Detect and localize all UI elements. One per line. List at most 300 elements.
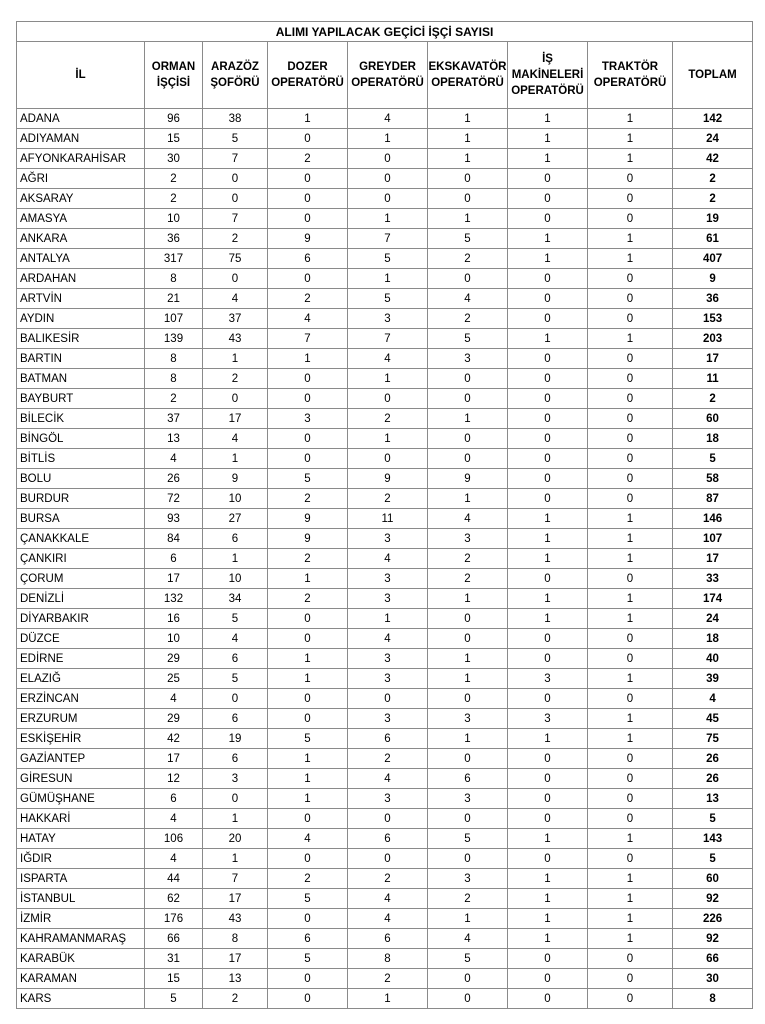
cell-greyder-operatoru: 9 (348, 469, 428, 489)
cell-greyder-operatoru: 0 (348, 389, 428, 409)
cell-il: ÇANKIRI (17, 549, 145, 569)
table-row (17, 669, 753, 689)
cell-il: EDİRNE (17, 649, 145, 669)
table-row (17, 509, 753, 529)
cell-arazoz-soforu: 13 (203, 969, 268, 989)
cell-toplam: 66 (673, 949, 753, 969)
cell-dozer-operatoru: 3 (268, 409, 348, 429)
header-line: OPERATÖRÜ (351, 77, 424, 89)
cell-dozer-operatoru: 2 (268, 549, 348, 569)
table-row (17, 769, 753, 789)
cell-toplam: 26 (673, 769, 753, 789)
header-dozer-operatoru (268, 42, 348, 109)
table-row (17, 529, 753, 549)
cell-arazoz-soforu: 6 (203, 749, 268, 769)
cell-is-makineleri-operatoru: 0 (508, 789, 588, 809)
cell-is-makineleri-operatoru: 1 (508, 889, 588, 909)
cell-orman-iscisi: 2 (145, 389, 203, 409)
cell-ekskavator-operatoru: 1 (428, 409, 508, 429)
cell-is-makineleri-operatoru: 0 (508, 849, 588, 869)
cell-arazoz-soforu: 1 (203, 549, 268, 569)
cell-greyder-operatoru: 0 (348, 149, 428, 169)
cell-greyder-operatoru: 3 (348, 709, 428, 729)
cell-greyder-operatoru: 3 (348, 669, 428, 689)
cell-dozer-operatoru: 0 (268, 369, 348, 389)
cell-is-makineleri-operatoru: 0 (508, 269, 588, 289)
cell-is-makineleri-operatoru: 0 (508, 389, 588, 409)
cell-ekskavator-operatoru: 3 (428, 869, 508, 889)
cell-arazoz-soforu: 0 (203, 169, 268, 189)
cell-orman-iscisi: 62 (145, 889, 203, 909)
cell-traktor-operatoru: 1 (588, 909, 673, 929)
header-toplam (673, 42, 753, 109)
cell-ekskavator-operatoru: 1 (428, 669, 508, 689)
cell-arazoz-soforu: 1 (203, 809, 268, 829)
cell-traktor-operatoru: 0 (588, 849, 673, 869)
cell-arazoz-soforu: 37 (203, 309, 268, 329)
cell-il: HAKKARİ (17, 809, 145, 829)
cell-toplam: 18 (673, 429, 753, 449)
cell-orman-iscisi: 37 (145, 409, 203, 429)
cell-greyder-operatoru: 11 (348, 509, 428, 529)
cell-greyder-operatoru: 8 (348, 949, 428, 969)
cell-greyder-operatoru: 1 (348, 429, 428, 449)
cell-ekskavator-operatoru: 1 (428, 649, 508, 669)
table-row (17, 949, 753, 969)
cell-is-makineleri-operatoru: 0 (508, 969, 588, 989)
cell-greyder-operatoru: 6 (348, 929, 428, 949)
header-line: TRAKTÖR (601, 61, 659, 73)
cell-traktor-operatoru: 1 (588, 549, 673, 569)
table-row (17, 369, 753, 389)
cell-il: DÜZCE (17, 629, 145, 649)
cell-ekskavator-operatoru: 9 (428, 469, 508, 489)
cell-orman-iscisi: 176 (145, 909, 203, 929)
cell-ekskavator-operatoru: 1 (428, 729, 508, 749)
cell-greyder-operatoru: 0 (348, 449, 428, 469)
cell-il: BAYBURT (17, 389, 145, 409)
table-row (17, 829, 753, 849)
cell-traktor-operatoru: 0 (588, 289, 673, 309)
table-row (17, 589, 753, 609)
cell-is-makineleri-operatoru: 1 (508, 329, 588, 349)
cell-greyder-operatoru: 2 (348, 409, 428, 429)
cell-il: ÇORUM (17, 569, 145, 589)
cell-ekskavator-operatoru: 4 (428, 289, 508, 309)
table-row (17, 909, 753, 929)
cell-ekskavator-operatoru: 0 (428, 269, 508, 289)
cell-greyder-operatoru: 1 (348, 269, 428, 289)
cell-traktor-operatoru: 0 (588, 989, 673, 1009)
cell-is-makineleri-operatoru: 1 (508, 609, 588, 629)
cell-arazoz-soforu: 6 (203, 709, 268, 729)
cell-arazoz-soforu: 5 (203, 669, 268, 689)
cell-orman-iscisi: 4 (145, 849, 203, 869)
table-row (17, 309, 753, 329)
cell-il: ARTVİN (17, 289, 145, 309)
cell-toplam: 33 (673, 569, 753, 589)
cell-ekskavator-operatoru: 1 (428, 589, 508, 609)
cell-arazoz-soforu: 4 (203, 289, 268, 309)
cell-is-makineleri-operatoru: 0 (508, 649, 588, 669)
cell-traktor-operatoru: 1 (588, 129, 673, 149)
cell-traktor-operatoru: 0 (588, 369, 673, 389)
cell-toplam: 5 (673, 849, 753, 869)
cell-dozer-operatoru: 9 (268, 509, 348, 529)
cell-ekskavator-operatoru: 0 (428, 169, 508, 189)
cell-toplam: 142 (673, 109, 753, 129)
cell-arazoz-soforu: 5 (203, 129, 268, 149)
cell-traktor-operatoru: 1 (588, 229, 673, 249)
cell-traktor-operatoru: 0 (588, 689, 673, 709)
cell-greyder-operatoru: 3 (348, 309, 428, 329)
cell-ekskavator-operatoru: 0 (428, 849, 508, 869)
cell-toplam: 2 (673, 189, 753, 209)
cell-orman-iscisi: 10 (145, 209, 203, 229)
table-row (17, 329, 753, 349)
cell-arazoz-soforu: 6 (203, 529, 268, 549)
cell-traktor-operatoru: 0 (588, 949, 673, 969)
cell-greyder-operatoru: 0 (348, 809, 428, 829)
table-title: ALIMI YAPILACAK GEÇİCİ İŞÇİ SAYISI (17, 22, 753, 42)
cell-toplam: 26 (673, 749, 753, 769)
cell-greyder-operatoru: 2 (348, 489, 428, 509)
cell-is-makineleri-operatoru: 0 (508, 809, 588, 829)
cell-traktor-operatoru: 1 (588, 669, 673, 689)
cell-traktor-operatoru: 0 (588, 169, 673, 189)
table-row (17, 469, 753, 489)
cell-greyder-operatoru: 2 (348, 869, 428, 889)
cell-ekskavator-operatoru: 6 (428, 769, 508, 789)
cell-arazoz-soforu: 8 (203, 929, 268, 949)
table-row (17, 229, 753, 249)
cell-greyder-operatoru: 0 (348, 689, 428, 709)
cell-greyder-operatoru: 6 (348, 829, 428, 849)
cell-ekskavator-operatoru: 5 (428, 829, 508, 849)
cell-orman-iscisi: 72 (145, 489, 203, 509)
cell-orman-iscisi: 139 (145, 329, 203, 349)
cell-orman-iscisi: 6 (145, 789, 203, 809)
cell-is-makineleri-operatoru: 1 (508, 109, 588, 129)
cell-ekskavator-operatoru: 0 (428, 689, 508, 709)
cell-arazoz-soforu: 10 (203, 569, 268, 589)
cell-il: AMASYA (17, 209, 145, 229)
cell-dozer-operatoru: 0 (268, 969, 348, 989)
cell-ekskavator-operatoru: 5 (428, 229, 508, 249)
cell-is-makineleri-operatoru: 1 (508, 549, 588, 569)
cell-is-makineleri-operatoru: 1 (508, 129, 588, 149)
cell-greyder-operatoru: 4 (348, 909, 428, 929)
cell-toplam: 18 (673, 629, 753, 649)
cell-orman-iscisi: 25 (145, 669, 203, 689)
table-row (17, 689, 753, 709)
cell-ekskavator-operatoru: 2 (428, 569, 508, 589)
header-line: ORMAN (151, 61, 196, 73)
cell-ekskavator-operatoru: 4 (428, 509, 508, 529)
cell-arazoz-soforu: 19 (203, 729, 268, 749)
cell-greyder-operatoru: 7 (348, 329, 428, 349)
cell-il: BATMAN (17, 369, 145, 389)
cell-greyder-operatoru: 3 (348, 569, 428, 589)
cell-orman-iscisi: 26 (145, 469, 203, 489)
cell-ekskavator-operatoru: 3 (428, 709, 508, 729)
cell-il: KARS (17, 989, 145, 1009)
cell-dozer-operatoru: 0 (268, 169, 348, 189)
cell-il: ISPARTA (17, 869, 145, 889)
cell-traktor-operatoru: 0 (588, 309, 673, 329)
header-line: DOZER (287, 61, 328, 73)
cell-arazoz-soforu: 2 (203, 369, 268, 389)
cell-traktor-operatoru: 0 (588, 969, 673, 989)
header-line: OPERATÖRÜ (431, 77, 504, 89)
cell-traktor-operatoru: 0 (588, 649, 673, 669)
header-ekskavator-operatoru (428, 42, 508, 109)
cell-is-makineleri-operatoru: 3 (508, 709, 588, 729)
cell-arazoz-soforu: 1 (203, 449, 268, 469)
cell-dozer-operatoru: 0 (268, 909, 348, 929)
header-line: İŞÇİSİ (156, 77, 191, 89)
cell-ekskavator-operatoru: 5 (428, 329, 508, 349)
cell-dozer-operatoru: 0 (268, 809, 348, 829)
cell-il: ANKARA (17, 229, 145, 249)
cell-arazoz-soforu: 17 (203, 889, 268, 909)
cell-dozer-operatoru: 2 (268, 589, 348, 609)
cell-toplam: 39 (673, 669, 753, 689)
cell-arazoz-soforu: 10 (203, 489, 268, 509)
cell-il: HATAY (17, 829, 145, 849)
cell-orman-iscisi: 17 (145, 749, 203, 769)
cell-il: ELAZIĞ (17, 669, 145, 689)
table-row (17, 729, 753, 749)
cell-arazoz-soforu: 3 (203, 769, 268, 789)
cell-toplam: 11 (673, 369, 753, 389)
cell-traktor-operatoru: 1 (588, 729, 673, 749)
cell-dozer-operatoru: 2 (268, 289, 348, 309)
cell-ekskavator-operatoru: 0 (428, 969, 508, 989)
cell-arazoz-soforu: 34 (203, 589, 268, 609)
cell-il: ADANA (17, 109, 145, 129)
cell-dozer-operatoru: 1 (268, 649, 348, 669)
cell-traktor-operatoru: 0 (588, 189, 673, 209)
cell-arazoz-soforu: 0 (203, 189, 268, 209)
header-line: OPERATÖRÜ (271, 77, 344, 89)
header-greyder-operatoru (348, 42, 428, 109)
header-is-makineleri-operatoru (508, 42, 588, 109)
cell-greyder-operatoru: 1 (348, 369, 428, 389)
cell-ekskavator-operatoru: 0 (428, 609, 508, 629)
cell-is-makineleri-operatoru: 0 (508, 449, 588, 469)
table-row (17, 849, 753, 869)
table-row (17, 809, 753, 829)
cell-ekskavator-operatoru: 3 (428, 789, 508, 809)
cell-is-makineleri-operatoru: 0 (508, 489, 588, 509)
cell-traktor-operatoru: 1 (588, 149, 673, 169)
cell-ekskavator-operatoru: 3 (428, 349, 508, 369)
cell-arazoz-soforu: 75 (203, 249, 268, 269)
cell-toplam: 226 (673, 909, 753, 929)
column-header-row (17, 42, 753, 109)
cell-il: ANTALYA (17, 249, 145, 269)
cell-orman-iscisi: 66 (145, 929, 203, 949)
cell-orman-iscisi: 12 (145, 769, 203, 789)
table-row (17, 709, 753, 729)
cell-is-makineleri-operatoru: 0 (508, 309, 588, 329)
cell-dozer-operatoru: 2 (268, 149, 348, 169)
cell-orman-iscisi: 2 (145, 189, 203, 209)
cell-traktor-operatoru: 1 (588, 589, 673, 609)
cell-greyder-operatoru: 7 (348, 229, 428, 249)
cell-toplam: 17 (673, 549, 753, 569)
cell-is-makineleri-operatoru: 0 (508, 749, 588, 769)
cell-il: ARDAHAN (17, 269, 145, 289)
cell-traktor-operatoru: 1 (588, 249, 673, 269)
cell-orman-iscisi: 2 (145, 169, 203, 189)
cell-dozer-operatoru: 5 (268, 469, 348, 489)
table-row (17, 129, 753, 149)
cell-il: AĞRI (17, 169, 145, 189)
cell-arazoz-soforu: 2 (203, 229, 268, 249)
cell-arazoz-soforu: 6 (203, 649, 268, 669)
table-row (17, 189, 753, 209)
cell-orman-iscisi: 93 (145, 509, 203, 529)
cell-toplam: 2 (673, 389, 753, 409)
table-row (17, 569, 753, 589)
cell-traktor-operatoru: 1 (588, 929, 673, 949)
cell-traktor-operatoru: 0 (588, 429, 673, 449)
cell-is-makineleri-operatoru: 0 (508, 289, 588, 309)
cell-il: KARABÜK (17, 949, 145, 969)
cell-traktor-operatoru: 1 (588, 529, 673, 549)
cell-traktor-operatoru: 1 (588, 829, 673, 849)
table-row (17, 429, 753, 449)
cell-greyder-operatoru: 1 (348, 209, 428, 229)
cell-dozer-operatoru: 6 (268, 249, 348, 269)
cell-ekskavator-operatoru: 0 (428, 449, 508, 469)
cell-greyder-operatoru: 1 (348, 989, 428, 1009)
cell-toplam: 40 (673, 649, 753, 669)
cell-il: AFYONKARAHİSAR (17, 149, 145, 169)
cell-il: GAZİANTEP (17, 749, 145, 769)
cell-traktor-operatoru: 0 (588, 389, 673, 409)
cell-greyder-operatoru: 5 (348, 249, 428, 269)
cell-orman-iscisi: 15 (145, 969, 203, 989)
cell-dozer-operatoru: 1 (268, 669, 348, 689)
cell-il: BOLU (17, 469, 145, 489)
cell-greyder-operatoru: 4 (348, 629, 428, 649)
cell-dozer-operatoru: 5 (268, 949, 348, 969)
cell-orman-iscisi: 21 (145, 289, 203, 309)
cell-arazoz-soforu: 17 (203, 949, 268, 969)
cell-greyder-operatoru: 3 (348, 589, 428, 609)
table-row (17, 149, 753, 169)
cell-is-makineleri-operatoru: 0 (508, 349, 588, 369)
table-row (17, 489, 753, 509)
cell-greyder-operatoru: 6 (348, 729, 428, 749)
cell-arazoz-soforu: 7 (203, 869, 268, 889)
table-row (17, 869, 753, 889)
cell-traktor-operatoru: 0 (588, 449, 673, 469)
cell-dozer-operatoru: 0 (268, 429, 348, 449)
cell-dozer-operatoru: 4 (268, 309, 348, 329)
cell-toplam: 30 (673, 969, 753, 989)
header-line: OPERATÖRÜ (511, 85, 584, 97)
cell-arazoz-soforu: 20 (203, 829, 268, 849)
table-row (17, 289, 753, 309)
cell-traktor-operatoru: 0 (588, 209, 673, 229)
cell-traktor-operatoru: 1 (588, 869, 673, 889)
cell-arazoz-soforu: 4 (203, 629, 268, 649)
header-il (17, 42, 145, 109)
table-row (17, 209, 753, 229)
cell-orman-iscisi: 29 (145, 649, 203, 669)
header-line: OPERATÖRÜ (593, 77, 667, 89)
cell-arazoz-soforu: 1 (203, 349, 268, 369)
cell-il: ERZURUM (17, 709, 145, 729)
cell-il: BALIKESİR (17, 329, 145, 349)
cell-toplam: 2 (673, 169, 753, 189)
cell-toplam: 58 (673, 469, 753, 489)
cell-traktor-operatoru: 1 (588, 509, 673, 529)
cell-greyder-operatoru: 0 (348, 169, 428, 189)
header-arazoz-soforu (203, 42, 268, 109)
cell-toplam: 4 (673, 689, 753, 709)
cell-dozer-operatoru: 0 (268, 129, 348, 149)
cell-orman-iscisi: 6 (145, 549, 203, 569)
cell-il: İZMİR (17, 909, 145, 929)
cell-greyder-operatoru: 3 (348, 649, 428, 669)
cell-orman-iscisi: 30 (145, 149, 203, 169)
cell-ekskavator-operatoru: 4 (428, 929, 508, 949)
cell-dozer-operatoru: 1 (268, 109, 348, 129)
cell-is-makineleri-operatoru: 0 (508, 189, 588, 209)
cell-il: DENİZLİ (17, 589, 145, 609)
cell-dozer-operatoru: 0 (268, 389, 348, 409)
table-row (17, 929, 753, 949)
cell-is-makineleri-operatoru: 1 (508, 149, 588, 169)
cell-arazoz-soforu: 17 (203, 409, 268, 429)
cell-traktor-operatoru: 0 (588, 789, 673, 809)
cell-greyder-operatoru: 4 (348, 549, 428, 569)
cell-orman-iscisi: 132 (145, 589, 203, 609)
header-line: ŞOFÖRÜ (210, 77, 260, 89)
table-row (17, 629, 753, 649)
cell-il: BARTIN (17, 349, 145, 369)
cell-ekskavator-operatoru: 1 (428, 909, 508, 929)
cell-il: GÜMÜŞHANE (17, 789, 145, 809)
cell-toplam: 45 (673, 709, 753, 729)
cell-traktor-operatoru: 1 (588, 609, 673, 629)
table-row (17, 449, 753, 469)
cell-toplam: 42 (673, 149, 753, 169)
header-orman-iscisi (145, 42, 203, 109)
cell-greyder-operatoru: 0 (348, 189, 428, 209)
cell-orman-iscisi: 107 (145, 309, 203, 329)
cell-orman-iscisi: 36 (145, 229, 203, 249)
cell-dozer-operatoru: 2 (268, 489, 348, 509)
cell-ekskavator-operatoru: 0 (428, 189, 508, 209)
cell-ekskavator-operatoru: 2 (428, 549, 508, 569)
table-row (17, 889, 753, 909)
cell-dozer-operatoru: 0 (268, 629, 348, 649)
cell-dozer-operatoru: 0 (268, 209, 348, 229)
cell-dozer-operatoru: 4 (268, 829, 348, 849)
header-line: GREYDER (359, 61, 416, 73)
cell-toplam: 8 (673, 989, 753, 1009)
table-body (17, 109, 753, 1009)
cell-il: KARAMAN (17, 969, 145, 989)
cell-dozer-operatoru: 5 (268, 729, 348, 749)
cell-toplam: 24 (673, 609, 753, 629)
